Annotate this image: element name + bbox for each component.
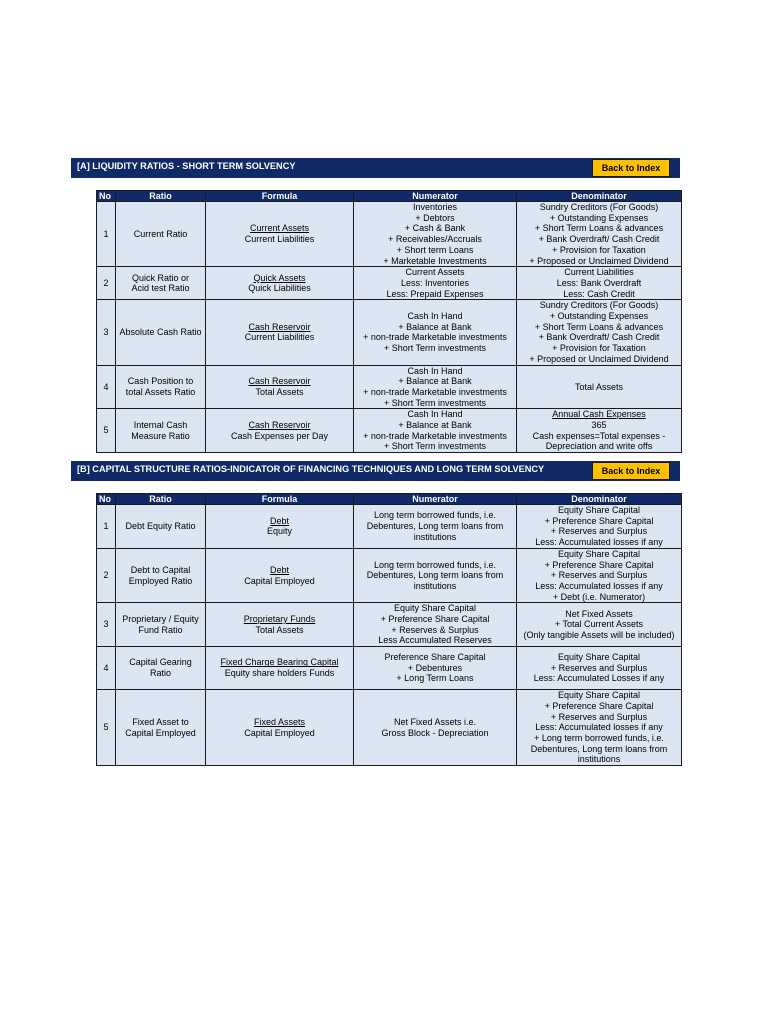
ratio-name-line: Debt to Capital <box>130 564 191 575</box>
ratio-name-line: Quick Ratio or <box>131 272 190 283</box>
numerator-line: Gross Block - Depreciation <box>381 727 489 738</box>
ratio-name-cell <box>116 603 206 647</box>
ratio-name-line: Capital Employed <box>125 727 196 738</box>
denominator-line: + Proposed or Unclaimed Dividend <box>529 255 669 266</box>
denominator-line: Less: Accumulated losses if any <box>535 722 663 733</box>
denominator-line: + Outstanding Expenses <box>549 311 649 322</box>
numerator-line: Current Assets <box>405 267 465 278</box>
ratio-name-line: Ratio <box>149 668 171 679</box>
formula-cell <box>206 300 354 365</box>
numerator-line: + non-trade Marketable investments <box>363 386 507 397</box>
formula-numerator: Cash Reservoir <box>248 420 311 431</box>
numerator-cell <box>354 690 517 766</box>
ratio-name-line: Fixed Asset to <box>132 716 189 727</box>
capital-structure-ratios-table <box>96 493 682 766</box>
denominator-line: Equity Share Capital <box>557 652 641 663</box>
formula-numerator: Debt <box>269 564 289 575</box>
row-number: 1 <box>97 202 116 267</box>
table-row <box>97 202 682 267</box>
numerator-cell <box>354 202 517 267</box>
denominator-line: institutions <box>577 754 621 765</box>
numerator-line: Cash In Hand <box>407 311 463 322</box>
numerator-line: Debentures, Long term loans from <box>366 521 504 532</box>
formula-cell <box>206 548 354 603</box>
numerator-cell <box>354 365 517 409</box>
denominator-line: + Reserves and Surplus <box>550 526 648 537</box>
formula-denominator: Current Liabilities <box>244 234 315 245</box>
header-no: No <box>97 494 116 505</box>
denominator-line: + Provision for Taxation <box>552 343 646 354</box>
denominator-cell <box>517 409 682 453</box>
header-formula: Formula <box>206 494 354 505</box>
row-number: 5 <box>97 409 116 453</box>
formula-cell <box>206 603 354 647</box>
numerator-line: + Short Term investments <box>383 397 487 408</box>
ratio-name-line: Debt Equity Ratio <box>125 521 196 532</box>
denominator-line: Debentures, Long term loans from <box>530 743 668 754</box>
numerator-line: + Preference Share Capital <box>380 614 490 625</box>
table-header-row <box>97 191 682 202</box>
header-denominator: Denominator <box>517 494 682 505</box>
numerator-line: institutions <box>413 531 457 542</box>
formula-cell <box>206 690 354 766</box>
numerator-line: + Short Term investments <box>383 441 487 452</box>
denominator-line: + Short Term Loans & advances <box>534 223 664 234</box>
ratio-name-cell <box>116 548 206 603</box>
denominator-cell <box>517 548 682 603</box>
denominator-line: + Long term borrowed funds, i.e. <box>534 732 664 743</box>
denominator-cell <box>517 505 682 549</box>
denominator-line: + Provision for Taxation <box>552 244 646 255</box>
ratio-name-line: Employed Ratio <box>128 575 193 586</box>
denominator-line: Less: Accumulated losses if any <box>535 537 663 548</box>
formula-denominator: Capital Employed <box>244 575 315 586</box>
ratio-name-line: Measure Ratio <box>131 430 190 441</box>
numerator-line: Long term borrowed funds, i.e. <box>373 559 497 570</box>
denominator-line: Less: Bank Overdraft <box>556 277 642 288</box>
formula-numerator: Cash Reservoir <box>248 321 311 332</box>
numerator-line: + Debentures <box>407 662 463 673</box>
denominator-formula-top: Annual Cash Expenses <box>552 409 646 420</box>
numerator-line: + Reserves & Surplus <box>391 624 479 635</box>
numerator-line: + Balance at Bank <box>398 321 472 332</box>
table-row <box>97 690 682 766</box>
numerator-line: + Marketable Investments <box>383 255 487 266</box>
denominator-cell <box>517 202 682 267</box>
denominator-cell <box>517 365 682 409</box>
formula-numerator: Fixed Charge Bearing Capital <box>220 657 339 668</box>
denominator-line: + Reserves and Surplus <box>550 662 648 673</box>
numerator-line: Preference Share Capital <box>384 652 486 663</box>
denominator-line: + Total Current Assets <box>554 619 644 630</box>
denominator-line: (Only tangible Assets will be included) <box>523 630 675 641</box>
denominator-line: 365 <box>591 420 607 431</box>
ratio-name-line: Cash Position to <box>127 376 194 387</box>
ratio-name-line: Capital Gearing <box>129 657 192 668</box>
formula-numerator: Current Assets <box>249 223 310 234</box>
ratio-name-cell <box>116 267 206 300</box>
formula-numerator: Quick Assets <box>253 272 306 283</box>
denominator-line: Sundry Creditors (For Goods) <box>539 202 659 212</box>
section-a-title: [A] LIQUIDITY RATIOS - SHORT TERM SOLVENCY <box>77 161 296 171</box>
numerator-line: + Balance at Bank <box>398 376 472 387</box>
table-row <box>97 267 682 300</box>
section-a-banner <box>71 158 680 178</box>
denominator-line: Cash expenses=Total expenses - <box>532 430 666 441</box>
row-number: 3 <box>97 300 116 365</box>
table-row <box>97 365 682 409</box>
formula-denominator: Quick Liabilities <box>248 283 311 294</box>
denominator-line: Equity Share Capital <box>557 690 641 701</box>
numerator-line: Less Accumulated Reserves <box>378 635 492 646</box>
ratio-name-line: Current Ratio <box>133 228 188 239</box>
denominator-line: + Proposed or Unclaimed Dividend <box>529 353 669 364</box>
table-row <box>97 505 682 549</box>
ratio-name-line: total Assets Ratio <box>125 386 196 397</box>
header-no: No <box>97 191 116 202</box>
denominator-line: + Preference Share Capital <box>544 559 654 570</box>
denominator-cell <box>517 690 682 766</box>
table-row <box>97 548 682 603</box>
formula-cell <box>206 647 354 690</box>
liquidity-ratios-table <box>96 190 682 453</box>
row-number: 2 <box>97 548 116 603</box>
ratio-name-cell <box>116 202 206 267</box>
numerator-cell <box>354 267 517 300</box>
table-row <box>97 300 682 365</box>
denominator-line: + Reserves and Surplus <box>550 570 648 581</box>
ratio-name-cell <box>116 365 206 409</box>
row-number: 3 <box>97 603 116 647</box>
numerator-line: + Short term Loans <box>396 244 474 255</box>
denominator-line: + Outstanding Expenses <box>549 212 649 223</box>
header-numerator: Numerator <box>354 191 517 202</box>
denominator-line: Less: Accumulated losses if any <box>535 580 663 591</box>
denominator-line: Equity Share Capital <box>557 548 641 559</box>
ratio-name-line: Absolute Cash Ratio <box>119 327 202 338</box>
denominator-line: Sundry Creditors (For Goods) <box>539 300 659 311</box>
ratio-name-cell <box>116 300 206 365</box>
denominator-line: Total Assets <box>574 381 624 392</box>
formula-cell <box>206 267 354 300</box>
numerator-cell <box>354 300 517 365</box>
formula-denominator: Equity <box>266 526 292 537</box>
ratio-name-line: Fund Ratio <box>138 624 183 635</box>
numerator-line: institutions <box>413 580 457 591</box>
denominator-line: Net Fixed Assets <box>565 608 633 619</box>
ratio-name-cell <box>116 690 206 766</box>
numerator-line: Cash In Hand <box>407 365 463 376</box>
numerator-cell <box>354 548 517 603</box>
ratio-name-line: Acid test Ratio <box>131 283 190 294</box>
numerator-line: Cash In Hand <box>407 409 463 420</box>
numerator-line: + non-trade Marketable investments <box>363 332 507 343</box>
back-to-index-button-a[interactable]: Back to Index <box>592 159 670 177</box>
numerator-line: + Short Term investments <box>383 343 487 354</box>
numerator-line: Less: Inventories <box>400 277 470 288</box>
denominator-line: Current Liabilities <box>564 267 634 278</box>
table-row <box>97 647 682 690</box>
denominator-cell <box>517 300 682 365</box>
formula-denominator: Cash Expenses per Day <box>230 430 329 441</box>
section-b-title: [B] CAPITAL STRUCTURE RATIOS-INDICATOR OF FINANCING TECHNIQUES AND LONG TERM SOLVENCY <box>77 464 545 474</box>
denominator-line: + Short Term Loans & advances <box>534 321 664 332</box>
formula-denominator: Current Liabilities <box>244 332 315 343</box>
denominator-line: + Reserves and Surplus <box>550 711 648 722</box>
numerator-cell <box>354 603 517 647</box>
numerator-line: Inventories <box>412 202 458 212</box>
numerator-line: Equity Share Capital <box>393 603 477 614</box>
numerator-line: Less: Prepaid Expenses <box>386 288 484 299</box>
row-number: 5 <box>97 690 116 766</box>
ratio-name-line: Proprietary / Equity <box>122 614 199 625</box>
header-numerator: Numerator <box>354 494 517 505</box>
denominator-cell <box>517 603 682 647</box>
numerator-line: + Receivables/Accruals <box>388 234 482 245</box>
formula-cell <box>206 505 354 549</box>
header-ratio: Ratio <box>116 494 206 505</box>
numerator-cell <box>354 505 517 549</box>
formula-denominator: Equity share holders Funds <box>224 668 335 679</box>
header-denominator: Denominator <box>517 191 682 202</box>
ratio-name-cell <box>116 647 206 690</box>
header-ratio: Ratio <box>116 191 206 202</box>
denominator-cell <box>517 267 682 300</box>
table-row <box>97 603 682 647</box>
table-row <box>97 409 682 453</box>
denominator-line: + Bank Overdraft/ Cash Credit <box>538 234 660 245</box>
formula-denominator: Capital Employed <box>244 727 315 738</box>
section-b-banner <box>71 461 680 481</box>
header-formula: Formula <box>206 191 354 202</box>
numerator-line: + Balance at Bank <box>398 420 472 431</box>
denominator-line: Less: Cash Credit <box>563 288 635 299</box>
ratio-name-line: Internal Cash <box>133 420 188 431</box>
formula-denominator: Total Assets <box>255 386 304 397</box>
row-number: 4 <box>97 647 116 690</box>
table-header-row <box>97 494 682 505</box>
denominator-line: + Debt (i.e. Numerator) <box>552 591 646 602</box>
denominator-line: Less: Accumulated Losses if any <box>533 673 665 684</box>
numerator-line: Debentures, Long term loans from <box>366 570 504 581</box>
numerator-line: Long term borrowed funds, i.e. <box>373 510 497 521</box>
ratio-name-cell <box>116 409 206 453</box>
formula-cell <box>206 202 354 267</box>
denominator-cell <box>517 647 682 690</box>
denominator-line: + Preference Share Capital <box>544 515 654 526</box>
formula-numerator: Fixed Assets <box>253 716 306 727</box>
row-number: 1 <box>97 505 116 549</box>
numerator-cell <box>354 409 517 453</box>
formula-numerator: Cash Reservoir <box>248 376 311 387</box>
numerator-line: + Long Term Loans <box>396 673 474 684</box>
formula-denominator: Total Assets <box>255 624 304 635</box>
numerator-line: + Debtors <box>415 212 455 223</box>
formula-numerator: Debt <box>269 515 289 526</box>
back-to-index-button-b[interactable]: Back to Index <box>592 462 670 480</box>
numerator-cell <box>354 647 517 690</box>
numerator-line: + non-trade Marketable investments <box>363 430 507 441</box>
row-number: 4 <box>97 365 116 409</box>
formula-cell <box>206 365 354 409</box>
row-number: 2 <box>97 267 116 300</box>
denominator-line: Depreciation and write offs <box>545 441 653 452</box>
numerator-line: + Cash & Bank <box>404 223 466 234</box>
denominator-line: + Bank Overdraft/ Cash Credit <box>538 332 660 343</box>
denominator-line: + Preference Share Capital <box>544 700 654 711</box>
denominator-line: Equity Share Capital <box>557 505 641 515</box>
formula-numerator: Proprietary Funds <box>243 614 316 625</box>
numerator-line: Net Fixed Assets i.e. <box>393 716 477 727</box>
formula-cell <box>206 409 354 453</box>
ratio-name-cell <box>116 505 206 549</box>
